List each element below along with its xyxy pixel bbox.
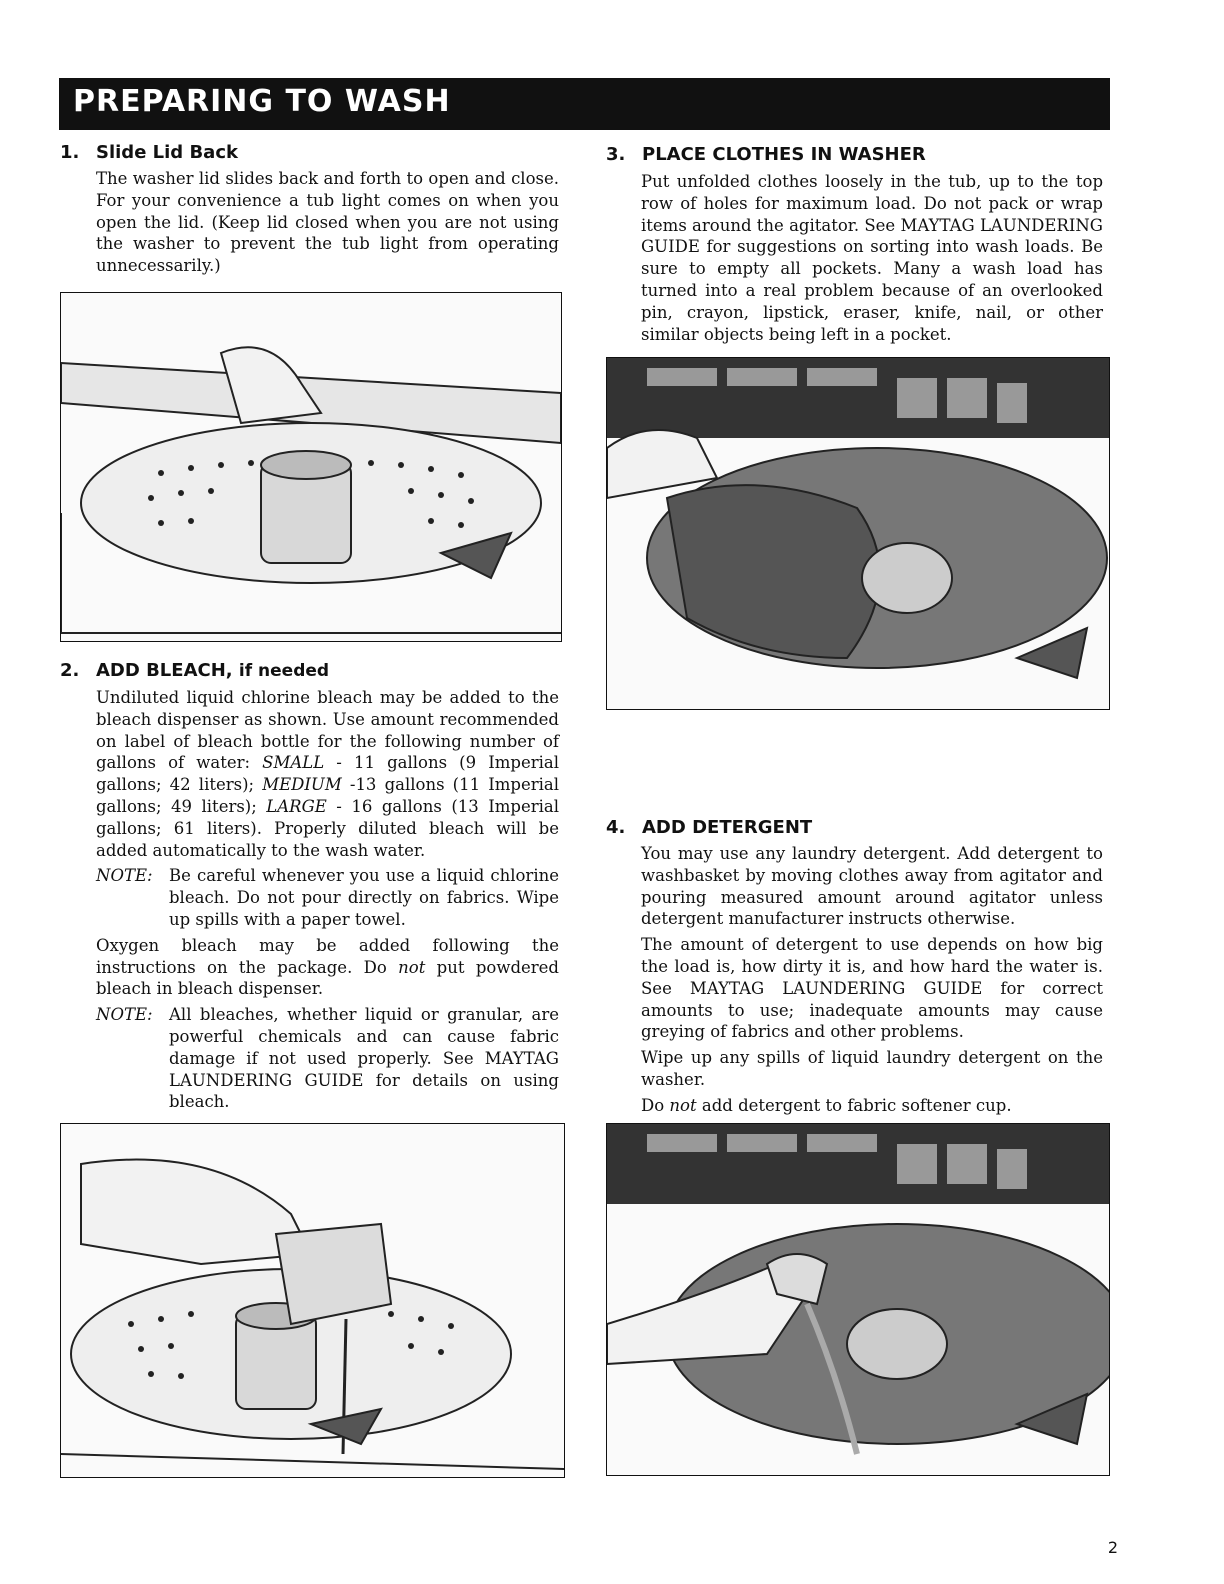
section-banner bbox=[59, 78, 1110, 130]
section-4-heading bbox=[606, 817, 812, 838]
section-2-title: ADD BLEACH, bbox=[96, 660, 233, 681]
section-2-body bbox=[96, 687, 559, 1117]
note-2 bbox=[96, 1004, 559, 1113]
section-3-paragraph: Put unfolded clothes loosely in the tub, up to the top row of holes for maximum load. Do not pack or wrap items around the agitator. See MAYTAG LAUNDERING GUIDE for suggestions on sorting into wash loads. Be sure to empty all pockets. Many a wash load has turned into a real problem because of an overlooked pin, crayon, lipstick, eraser, knife, nail, or other similar objects being left in a pocket. bbox=[641, 172, 1103, 344]
section-4-paragraph-3: Wipe up any spills of liquid laundry detergent on the washer. bbox=[641, 1048, 1103, 1089]
section-4-paragraph-1: You may use any laundry detergent. Add detergent to washbasket by moving clothes away from agitator and pouring measured amount around agitator unless detergent manufacturer instructs otherwise. bbox=[641, 844, 1103, 929]
figure-slide-lid bbox=[60, 292, 562, 642]
load-size-small: SMALL bbox=[262, 753, 325, 773]
section-3-title: PLACE CLOTHES IN WASHER bbox=[642, 144, 926, 165]
section-1-heading bbox=[60, 142, 238, 163]
page-title: PREPARING TO WASH bbox=[73, 84, 451, 119]
text-run: add detergent to fabric softener cup. bbox=[696, 1095, 1012, 1115]
section-3-heading bbox=[606, 144, 926, 165]
figure-add-detergent bbox=[606, 1123, 1110, 1476]
section-4-paragraph-2: The amount of detergent to use depends on how big the load is, how dirty it is, and how hard the water is. See MAYTAG LAUNDERING GUIDE for correct amounts to use; inadequate amounts may cause greying of fabrics and other problems. bbox=[641, 935, 1103, 1042]
note-text: All bleaches, whether liquid or granular, are powerful chemicals and can cause fabric damage if not used properly. See MAYTAG LAUNDERING GUIDE for details on using bleach. bbox=[169, 1005, 559, 1112]
section-4-number: 4. bbox=[606, 817, 626, 838]
figure-place-clothes bbox=[606, 357, 1110, 710]
text-run: Oxygen bleach may be added following the instructions on the package. Do bbox=[96, 935, 559, 977]
section-2-title-suffix: if needed bbox=[238, 661, 330, 681]
section-2-heading bbox=[60, 660, 329, 681]
section-1-body bbox=[96, 168, 559, 281]
section-1-paragraph: The washer lid slides back and forth to open and close. For your convenience a tub light comes on when you open the lid. (Keep lid closed when you are not using the washer to prevent the tub light from operating unnecessarily.) bbox=[96, 169, 559, 276]
note-label: NOTE: bbox=[96, 1005, 153, 1025]
figure-add-bleach bbox=[60, 1123, 565, 1478]
text-run: - 16 gallons (13 Imperial gallons; 61 liters). Properly diluted bleach will be added automatically to the wash water. bbox=[96, 796, 559, 860]
section-4-paragraph-4 bbox=[641, 1095, 1103, 1117]
section-2-paragraph-1 bbox=[96, 687, 559, 861]
illustration-slide-lid bbox=[61, 293, 561, 641]
section-2-paragraph-2 bbox=[96, 935, 559, 1000]
illustration-add-bleach bbox=[61, 1124, 564, 1477]
section-4-body bbox=[641, 843, 1103, 1121]
section-3-number: 3. bbox=[606, 144, 626, 165]
load-size-medium: MEDIUM bbox=[262, 775, 342, 795]
section-2-number: 2. bbox=[60, 660, 80, 681]
text-run: -13 gallons (11 Imperial gallons; 49 liters); bbox=[96, 775, 560, 816]
illustration-place-clothes bbox=[607, 358, 1109, 709]
emphasis: not bbox=[669, 1095, 697, 1115]
load-size-large: LARGE bbox=[266, 796, 327, 816]
text-run: Do bbox=[641, 1095, 670, 1115]
section-1-title: Slide Lid Back bbox=[96, 142, 238, 163]
note-label: NOTE: bbox=[96, 866, 153, 886]
section-1-number: 1. bbox=[60, 142, 80, 163]
section-3-body bbox=[641, 171, 1103, 349]
section-4-title: ADD DETERGENT bbox=[642, 817, 813, 838]
text-run: - 11 gallons (9 Imperial gallons; 42 liters); bbox=[96, 753, 559, 795]
illustration-add-detergent bbox=[607, 1124, 1109, 1475]
page-number: 2 bbox=[1107, 1538, 1118, 1557]
note-text: Be careful whenever you use a liquid chlorine bleach. Do not pour directly on fabrics. Wipe up spills with a paper towel. bbox=[169, 866, 559, 929]
note-1 bbox=[96, 865, 559, 930]
text-run: put powdered bleach in bleach dispenser. bbox=[96, 957, 559, 999]
text-run: Undiluted liquid chlorine bleach may be added to the bleach dispenser as shown. Use amount recommended on label of bleach bottle for the following number of gallons of water: bbox=[96, 688, 559, 773]
emphasis: not bbox=[398, 957, 426, 977]
